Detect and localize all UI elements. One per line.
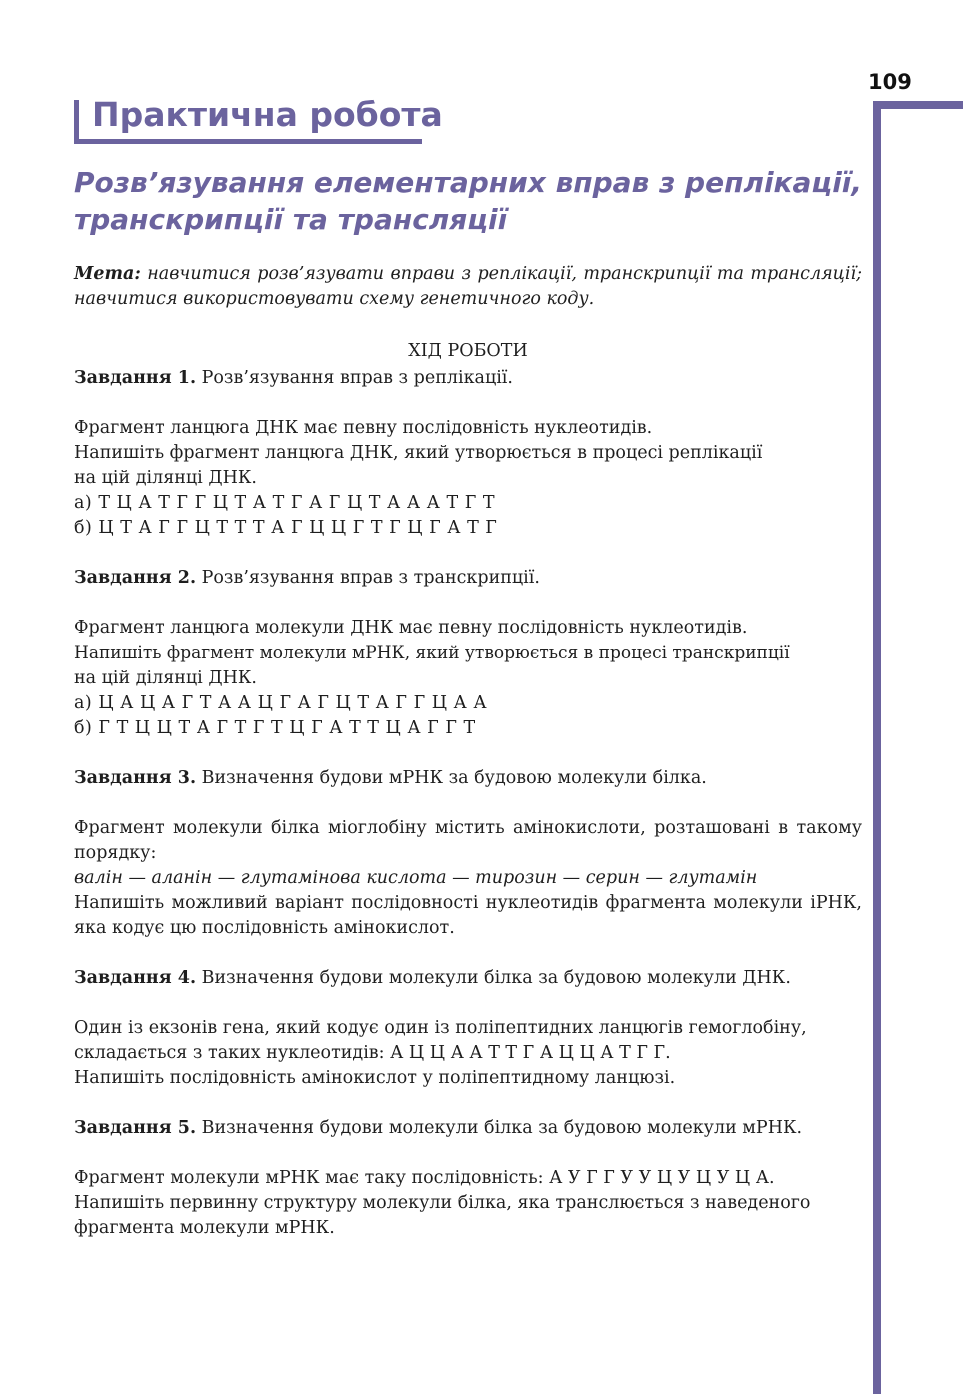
task-1-line: Напишіть фрагмент ланцюга ДНК, який утворюється в процесі реплікації [74, 443, 763, 463]
task-4-line: Напишіть послідовність амінокислот у поліпептидному ланцюзі. [74, 1068, 676, 1088]
page-number: 109 [868, 70, 912, 94]
side-rule-top [873, 101, 963, 109]
task-1-title: Розв’язування вправ з реплікації. [201, 368, 513, 388]
task-1-label: Завдання 1. [74, 368, 197, 388]
task-4-line: Один із екзонів гена, який кодує один із поліпептидних ланцюгів гемоглобіну, [74, 1018, 807, 1038]
task-2-title: Розв’язування вправ з транскрипції. [201, 568, 540, 588]
task-5-line: фрагмента молекули мРНК. [74, 1218, 335, 1238]
goal-paragraph [74, 262, 862, 312]
task-1-sequence-b: б) Ц Т А Г Г Ц Т Т Т А Г Ц Ц Г Т Г Ц Г А Т Г [74, 518, 498, 538]
task-2-sequence-a: а) Ц А Ц А Г Т А А Ц Г А Г Ц Т А Г Г Ц А А [74, 693, 488, 713]
procedure-heading: ХІД РОБОТИ [408, 341, 528, 361]
task-3-title: Визначення будови мРНК за будовою молекули білка. [201, 768, 707, 788]
subtitle-line-1: Розв’язування елементарних вправ з реплікації, [74, 166, 863, 199]
side-rule [873, 101, 881, 1394]
task-1-line: на цій ділянці ДНК. [74, 468, 257, 488]
task-5-line: Напишіть первинну структуру молекули білка, яка транслюється з наведеного [74, 1193, 811, 1213]
task-4-label: Завдання 4. [74, 968, 197, 988]
task-4-title: Визначення будови молекули білка за будовою молекули ДНК. [201, 968, 791, 988]
section-title: Практична робота [92, 95, 443, 134]
title-bracket-underline [74, 139, 422, 144]
task-1-heading [74, 366, 862, 391]
task-4-line: складається з таких нуклеотидів: А Ц Ц А А Т Т Г А Ц Ц А Т Г Г. [74, 1043, 671, 1063]
amino-acid-sequence: валін — аланін — глутамінова кислота — тирозин — серин — глутамін [74, 868, 758, 888]
task-3-heading [74, 766, 862, 791]
task-5-label: Завдання 5. [74, 1118, 197, 1138]
task-2-line: Фрагмент ланцюга молекули ДНК має певну послідовність нуклеотидів. [74, 618, 748, 638]
task-2-sequence-b: б) Г Т Ц Ц Т А Г Т Г Т Ц Г А Т Т Ц А Г Г Т [74, 718, 476, 738]
task-4-heading [74, 966, 862, 991]
task-5-title: Визначення будови молекули білка за будовою молекули мРНК. [201, 1118, 803, 1138]
task-3-label: Завдання 3. [74, 768, 197, 788]
task-2-line: на цій ділянці ДНК. [74, 668, 257, 688]
task-2-line: Напишіть фрагмент молекули мРНК, який утворюється в процесі транскрипції [74, 643, 790, 663]
task-1-line: Фрагмент ланцюга ДНК має певну послідовність нуклеотидів. [74, 418, 653, 438]
task-3-text: Фрагмент молекули білка міоглобіну містить амінокислоти, розташовані в такому порядку: [74, 818, 862, 863]
task-2-heading [74, 566, 862, 591]
task-3-instruction: Напишіть можливий варіант послідовності нуклеотидів фрагмента молекули іРНК, яка кодує цю послідовність амінокислот. [74, 893, 862, 938]
goal-text: навчитися розв’язувати вправи з реплікації, транскрипції та трансляції; навчитися використовувати схему генетичного коду. [74, 264, 862, 309]
task-1-sequence-a: а) Т Ц А Т Г Г Ц Т А Т Г А Г Ц Т А А А Т Г Т [74, 493, 496, 513]
goal-label: Мета: [74, 264, 141, 284]
task-2-label: Завдання 2. [74, 568, 197, 588]
subtitle-line-2: транскрипції та трансляції [74, 203, 508, 236]
title-bracket-vertical [74, 100, 79, 144]
task-5-heading [74, 1116, 862, 1141]
task-5-line: Фрагмент молекули мРНК має таку послідовність: А У Г Г У У Ц У Ц У Ц А. [74, 1168, 775, 1188]
work-subtitle [74, 164, 862, 238]
page-content [74, 262, 862, 1241]
